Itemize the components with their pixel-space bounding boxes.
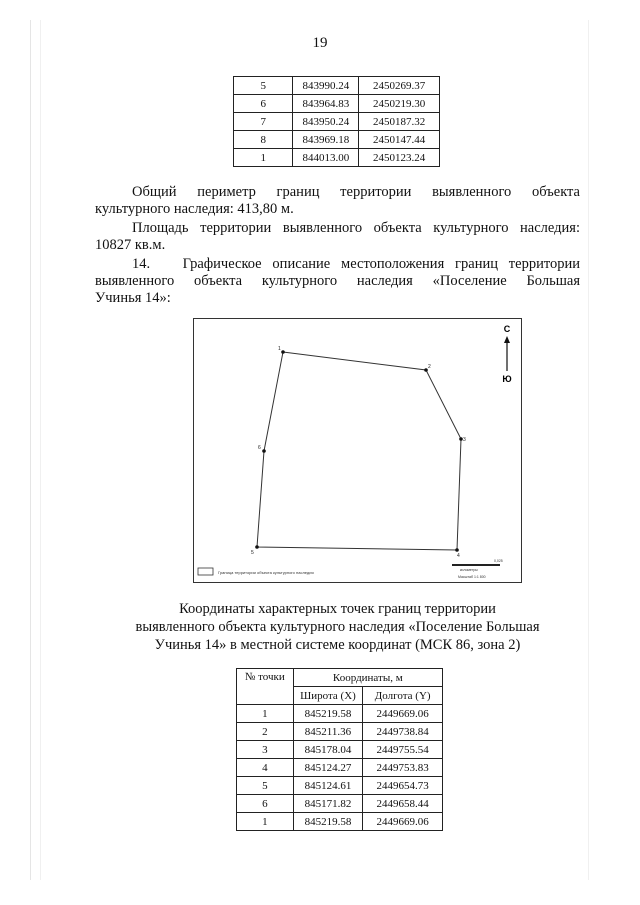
map-scale bbox=[452, 559, 503, 579]
table-row bbox=[237, 705, 443, 723]
coord-x: 845178.04 bbox=[293, 741, 363, 759]
area-line-1: Площадь территории выявленного объекта культурного наследия: bbox=[132, 220, 580, 236]
vertex-1 bbox=[281, 350, 285, 354]
table-row bbox=[237, 813, 443, 831]
vertex-6 bbox=[262, 449, 266, 453]
scan-margin-line bbox=[30, 20, 31, 880]
point-number: 6 bbox=[234, 95, 293, 113]
coord-x: 845124.61 bbox=[293, 777, 363, 795]
vertex-4 bbox=[455, 548, 459, 552]
coordinates-table bbox=[236, 668, 443, 831]
point-number: 6 bbox=[237, 795, 294, 813]
perimeter-line-2: культурного наследия: 413,80 м. bbox=[95, 201, 294, 217]
coord-y: 2449753.83 bbox=[363, 759, 443, 777]
table-row bbox=[237, 759, 443, 777]
coord-x: 843964.83 bbox=[293, 95, 359, 113]
vertex-label-2: 2 bbox=[428, 364, 431, 370]
caption-line-1: Координаты характерных точек границ территории bbox=[179, 601, 496, 617]
scale-small-label: 0,025 bbox=[494, 559, 503, 563]
coord-x: 843990.24 bbox=[293, 77, 359, 95]
header-point-number: № точки bbox=[237, 669, 294, 705]
boundary-polygon bbox=[257, 352, 461, 550]
coord-y: 2450123.24 bbox=[359, 149, 440, 167]
scale-bar bbox=[452, 564, 500, 566]
point-number: 1 bbox=[237, 813, 294, 831]
page-number: 19 bbox=[312, 35, 328, 51]
item-14-paragraph bbox=[95, 256, 580, 307]
coord-y: 2449669.06 bbox=[363, 705, 443, 723]
table-row bbox=[237, 777, 443, 795]
coord-y: 2449738.84 bbox=[363, 723, 443, 741]
coord-y: 2449755.54 bbox=[363, 741, 443, 759]
scan-margin-line bbox=[40, 20, 41, 880]
north-arrow bbox=[502, 324, 511, 384]
vertex-label-6: 6 bbox=[258, 445, 261, 451]
vertex-label-3: 3 bbox=[463, 437, 466, 443]
table-row bbox=[237, 741, 443, 759]
table-row bbox=[234, 113, 440, 131]
table-row bbox=[237, 723, 443, 741]
coordinates-table-continued bbox=[233, 76, 440, 167]
coord-y: 2450219.30 bbox=[359, 95, 440, 113]
coord-y: 2450147.44 bbox=[359, 131, 440, 149]
point-number: 1 bbox=[237, 705, 294, 723]
item-14-line-3: Учинья 14»: bbox=[95, 290, 171, 306]
coord-x: 843950.24 bbox=[293, 113, 359, 131]
coord-y: 2449654.73 bbox=[363, 777, 443, 795]
coord-x: 845219.58 bbox=[293, 813, 363, 831]
table-row bbox=[234, 77, 440, 95]
coord-x: 845124.27 bbox=[293, 759, 363, 777]
point-number: 5 bbox=[237, 777, 294, 795]
point-number: 1 bbox=[234, 149, 293, 167]
coord-y: 2450269.37 bbox=[359, 77, 440, 95]
table-row bbox=[237, 795, 443, 813]
area-paragraph bbox=[95, 220, 580, 254]
legend-swatch bbox=[198, 568, 213, 575]
coord-x: 845219.58 bbox=[293, 705, 363, 723]
item-14-line-2: выявленного объекта культурного наследия «Поселение Большая bbox=[95, 273, 580, 289]
vertex-5 bbox=[255, 545, 259, 549]
table-header-row bbox=[237, 669, 443, 687]
point-number: 2 bbox=[237, 723, 294, 741]
north-arrow-head bbox=[504, 336, 510, 343]
point-number: 5 bbox=[234, 77, 293, 95]
scale-text: Масштаб 1:1 800 bbox=[458, 575, 486, 579]
coord-y: 2449669.06 bbox=[363, 813, 443, 831]
coord-x: 845171.82 bbox=[293, 795, 363, 813]
item-14-line-1: 14. Графическое описание местоположения границ территории bbox=[132, 256, 580, 272]
area-line-2: 10827 кв.м. bbox=[95, 237, 166, 253]
scale-unit: километры bbox=[460, 568, 478, 572]
header-longitude: Долгота (Y) bbox=[363, 687, 443, 705]
caption-line-3: Учинья 14» в местной системе координат (МСК 86, зона 2) bbox=[154, 637, 521, 653]
vertex-label-1: 1 bbox=[278, 346, 281, 352]
south-label: Ю bbox=[502, 374, 512, 384]
header-coordinates: Координаты, м bbox=[293, 669, 442, 687]
boundary-map-svg bbox=[194, 319, 521, 582]
point-number: 4 bbox=[237, 759, 294, 777]
coord-y: 2449658.44 bbox=[363, 795, 443, 813]
table-row bbox=[234, 131, 440, 149]
coord-x: 843969.18 bbox=[293, 131, 359, 149]
table-row bbox=[234, 95, 440, 113]
perimeter-paragraph bbox=[95, 184, 580, 218]
table-row bbox=[234, 149, 440, 167]
point-number: 8 bbox=[234, 131, 293, 149]
point-number: 7 bbox=[234, 113, 293, 131]
coord-x: 845211.36 bbox=[293, 723, 363, 741]
map-legend bbox=[198, 568, 314, 575]
boundary-map bbox=[193, 318, 522, 583]
vertex-label-4: 4 bbox=[457, 553, 460, 559]
vertex-label-5: 5 bbox=[251, 550, 254, 556]
table-caption bbox=[95, 600, 580, 654]
point-number: 3 bbox=[237, 741, 294, 759]
perimeter-line-1: Общий периметр границ территории выявленного объекта bbox=[132, 184, 580, 200]
coord-y: 2450187.32 bbox=[359, 113, 440, 131]
north-label: С bbox=[503, 324, 511, 334]
legend-text: Граница территории объекта культурного наследия bbox=[218, 570, 314, 575]
scan-margin-line bbox=[588, 20, 589, 880]
caption-line-2: выявленного объекта культурного наследия «Поселение Большая bbox=[135, 619, 540, 635]
coord-x: 844013.00 bbox=[293, 149, 359, 167]
header-latitude: Широта (X) bbox=[293, 687, 363, 705]
